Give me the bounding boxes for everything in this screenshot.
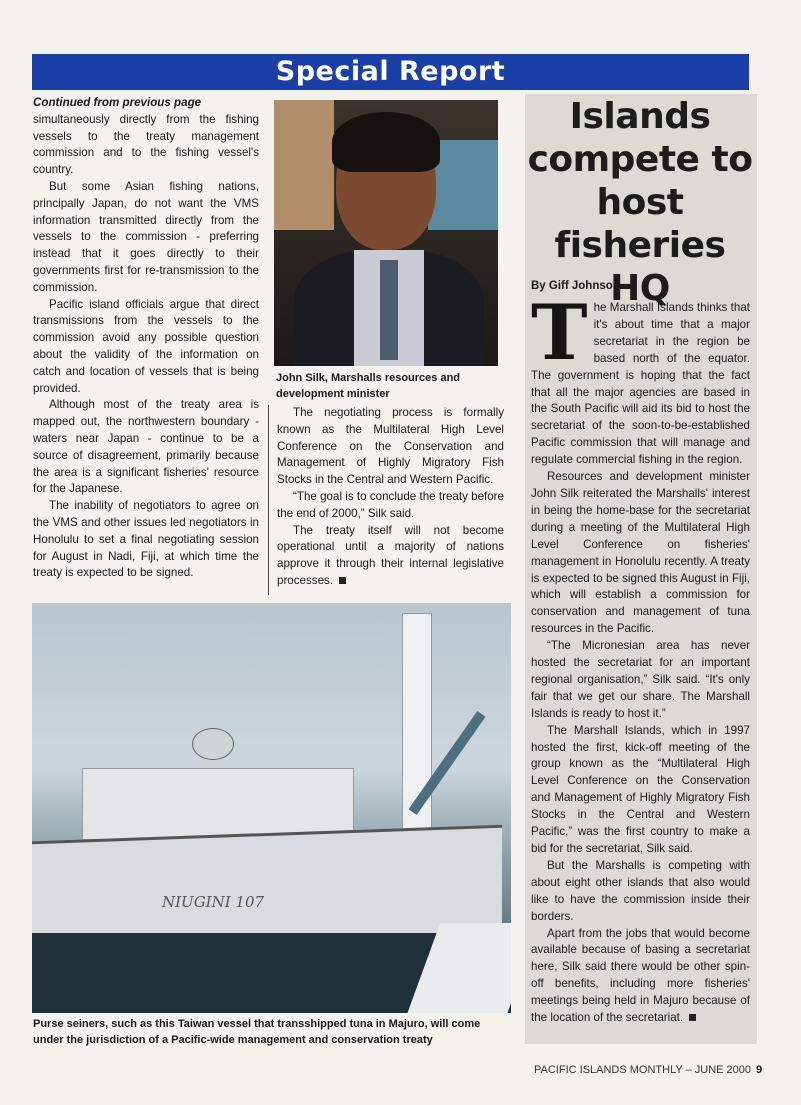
- paragraph: Pacific island officials argue that direct transmissions from the vessels to the commission avoid any possible question about the validity of the information on catch and location of vessels that is being provided.: [33, 297, 259, 395]
- paragraph-text: The treaty itself will not become operational until a majority of nations approve it through their internal legislative processes.: [277, 523, 504, 587]
- paragraph: simultaneously directly from the fishing vessels to the treaty management commission and to the fishing vessel's country.: [33, 112, 259, 177]
- paragraph: But the Marshalls is competing with about eight other islands that also would like to have the commission inside their borders.: [531, 858, 750, 923]
- continued-note: Continued from previous page: [33, 96, 202, 109]
- page-number: 9: [756, 1064, 763, 1076]
- section-banner: Special Report: [32, 54, 749, 90]
- paragraph: Resources and development minister John Silk reiterated the Marshalls' interest in being the home-base for the secretariat during a meeting of the Multilateral High Level Conference on fisheries' management in Honolulu recently. A treaty is expected to be signed this August in Fiji, which will establish a commission for conservation and management of tuna resources in the Pacific.: [531, 470, 750, 636]
- sidebar-headline: Islands compete to host fisheries HQ: [527, 96, 753, 309]
- paragraph: “The goal is to conclude the treaty before the end of 2000,” Silk said.: [277, 489, 504, 520]
- lead-paragraph: [531, 288, 750, 469]
- helicopter-icon: [192, 728, 234, 760]
- paragraph: The inability of negotiators to agree on the VMS and other issues led negotiators in Honolulu to set a final negotiating session for August in Nadi, Fiji, at which time the treaty is expected to be signed.: [33, 499, 259, 580]
- column-1: [33, 95, 259, 582]
- portrait-caption: John Silk, Marshalls resources and development minister: [276, 372, 461, 400]
- paragraph: The Marshall Islands, which in 1997 hosted the first, kick-off meeting of the group known as the “Multilateral High Level Conference on the Conservation and Management of Highly Migratory Fish Stocks in the Central and Western Pacific,” was the first country to make a bid for the secretariat, Silk said.: [531, 723, 750, 855]
- publication-footer: PACIFIC ISLANDS MONTHLY – JUNE 2000: [534, 1064, 752, 1076]
- hull-name: NIUGINI 107: [162, 893, 265, 911]
- paragraph: “The Micronesian area has never hosted the secretariat for an important regional organisation,” Silk said. “It's only fair that we get our share. The Marshall Islands is ready to host it.”: [531, 639, 750, 720]
- sidebar-body: [531, 288, 750, 1027]
- paragraph-text: Apart from the jobs that would become available because of basing a secretariat here, Silk said there would be other spin-off benefits, including more fisheries' meetings being held in Majuro because of the location of the secretariat.: [531, 926, 750, 1025]
- column-2: [277, 405, 504, 590]
- paragraph: Although most of the treaty area is mapped out, the northwestern boundary - waters near Japan - continue to be a source of disagreement, primarily because the area is a significant fisheries' resource for the Japanese.: [33, 398, 259, 496]
- end-mark-icon: [689, 1014, 696, 1021]
- column-divider: [268, 405, 269, 595]
- lead-text: he Marshall Islands thinks that it's about time that a major secretariat in the region be based north of the equator. The government is hoping that the fact that all the major agencies are based in the South Pacific will aid its bid to host the secretariat of the soon-to-be-established Pacific commission that will manage and regulate commercial fishing in the region.: [531, 301, 750, 467]
- drop-cap: T: [531, 288, 588, 377]
- paragraph: The negotiating process is formally known as the Multilateral High Level Conference on the Conservation and Management of Highly Migratory Fish Stocks in the Central and Western Pacific.: [277, 406, 504, 487]
- paragraph: [277, 523, 504, 590]
- ship-caption: Purse seiners, such as this Taiwan vessel that transshipped tuna in Majuro, will come under the jurisdiction of a Pacific-wide management and conservation treaty: [33, 1018, 481, 1046]
- paragraph: But some Asian fishing nations, principally Japan, do not want the VMS information transmitted directly from the vessels to the commission - preferring instead that it goes directly to their governments first for re-transmission to the commission.: [33, 179, 259, 294]
- ship-photo: [32, 603, 511, 1013]
- byline: By Giff Johnson: [531, 280, 620, 292]
- end-mark-icon: [339, 577, 346, 584]
- portrait-photo: [274, 100, 498, 366]
- paragraph: [531, 926, 750, 1027]
